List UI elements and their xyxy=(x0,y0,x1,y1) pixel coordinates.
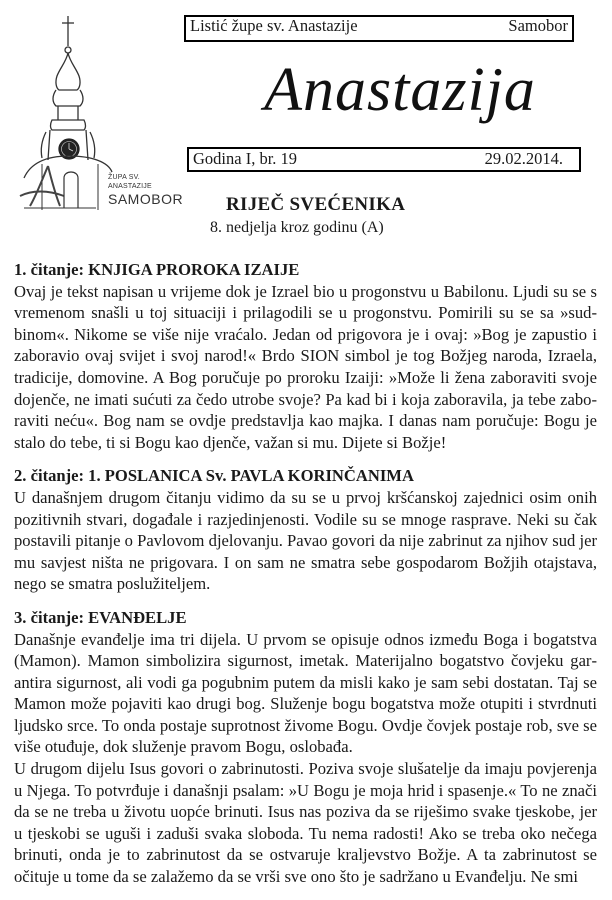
reading-3 xyxy=(14,607,597,888)
bulletin-name: Listić župe sv. Anastazije xyxy=(190,16,358,35)
masthead-title-text: Anastazija xyxy=(264,56,536,124)
readings-content xyxy=(14,259,597,900)
reading-heading: 3. čitanje: EVANĐELJE xyxy=(14,607,187,627)
logo-line-2: ANASTAZIJE xyxy=(108,183,152,190)
reading-1 xyxy=(14,259,597,453)
reading-heading: 2. čitanje: 1. POSLANICA Sv. PAVLA KORINČANIMA xyxy=(14,466,414,486)
header-issue-box xyxy=(187,147,581,172)
parish-logo xyxy=(12,10,184,210)
section-subtitle: 8. nedjelja kroz godinu (A) xyxy=(210,219,384,236)
section-title: RIJEČ SVEĆENIKA xyxy=(226,194,406,215)
issue-date: 29.02.2014. xyxy=(484,149,563,169)
town-name: Samobor xyxy=(508,16,568,35)
logo-line-3: SAMOBOR xyxy=(108,191,184,207)
reading-2 xyxy=(14,465,597,595)
masthead-title xyxy=(230,48,570,143)
issue-number: Godina I, br. 19 xyxy=(193,149,298,169)
reading-heading: 1. čitanje: KNJIGA PROROKA IZAIJE xyxy=(14,260,300,279)
reading-paragraph: Ovaj je tekst napisan u vrijeme dok je Izrael bio u progonstvu u Babilonu. Ljudi su se s vremenom snašli u toj situaciji i prilagodili se u progonstvu. Pomirili su se sa »sudbinom«. Nikome se više nije vraćalo. Jedan od prigovora je i ovaj: »Bog je zapustio i zaboravio ovaj svijet i svoj narod!« Brdo SION simbol je tog Božjeg naroda, Izraela, tradicije, domovine. A Bog poručuje po proroku Izaiji: »Može li žena zaboraviti svoje dojenče, ne imati sućuti za čedo utrobe svoje? Pa kad bi i koja zaboravila, ja tebe zaboraviti neću«. Bog nam se ovdje predstavlja kao majka. I danas nam poručuje: Bogu je stalo do tebe, ti si Bogu kao djenče, važan si mu. Dijete si Božje! xyxy=(14,281,597,452)
header-top-box xyxy=(184,15,574,42)
reading-paragraph: U drugom dijelu Isus govori o zabrinutosti. Poziva svoje slušatelje da imaju povjerenja u Njega. To potvrđuje i današnji psalam: »U Bogu je moja hrid i spasenje.« To ne znači da se ne treba u životu uopće brinuti. Isus nas poziva da se riješimo svake tjeskobe, jer u tjeskobi se uguši i zaduši svaka sloboda. Tu nema radosti! Ako se treba oko nečega brinuti, onda je to zabrinutost da se ostvaruje kraljevstvo Božje. A ta zabrinutost se očituje u tome da se zalažemo da se vrši sve ono što je sadržano u Evanđelju. Ne smi xyxy=(14,759,597,887)
logo-caption xyxy=(108,174,183,206)
reading-paragraph: Današnje evanđelje ima tri dijela. U prvom se opisuje odnos između Boga i bogatstva (Mamon). Mamon simbolizira sigurnost, imetak. Materijalno bogatstvo čovjeku garantira sigurnost, ali vodi ga pogubnim putem da misli kako je sam sebi dostatan. Taj se Mamon može pojaviti kao drugi bog. Služenje bogu bogatstva može otupiti i stvrdnuti ljudsko srce. To onda postaje suprotnost živome Bogu. Ovdje čovjek postaje rob, sve se više otuđuje, dok služenje pravom Bogu, oslobađa. xyxy=(14,629,597,757)
reading-paragraph: U današnjem drugom čitanju vidimo da su se u prvoj kršćanskoj zajednici osim onih pozitivnih stvari, događale i razjedinjenosti. Vodile su se mnoge rasprave. Neki su čak postavili pitanje o Pavlovom djelovanju. Pavao govori da nije zabrinut za njihov sud jer mu savjest ništa ne prigovara. I on sam ne smatra sebe gospodarom Božjih otajstava, nego se smatra poslužiteljem. xyxy=(14,487,597,594)
logo-line-1: ŽUPA SV. xyxy=(108,174,140,181)
